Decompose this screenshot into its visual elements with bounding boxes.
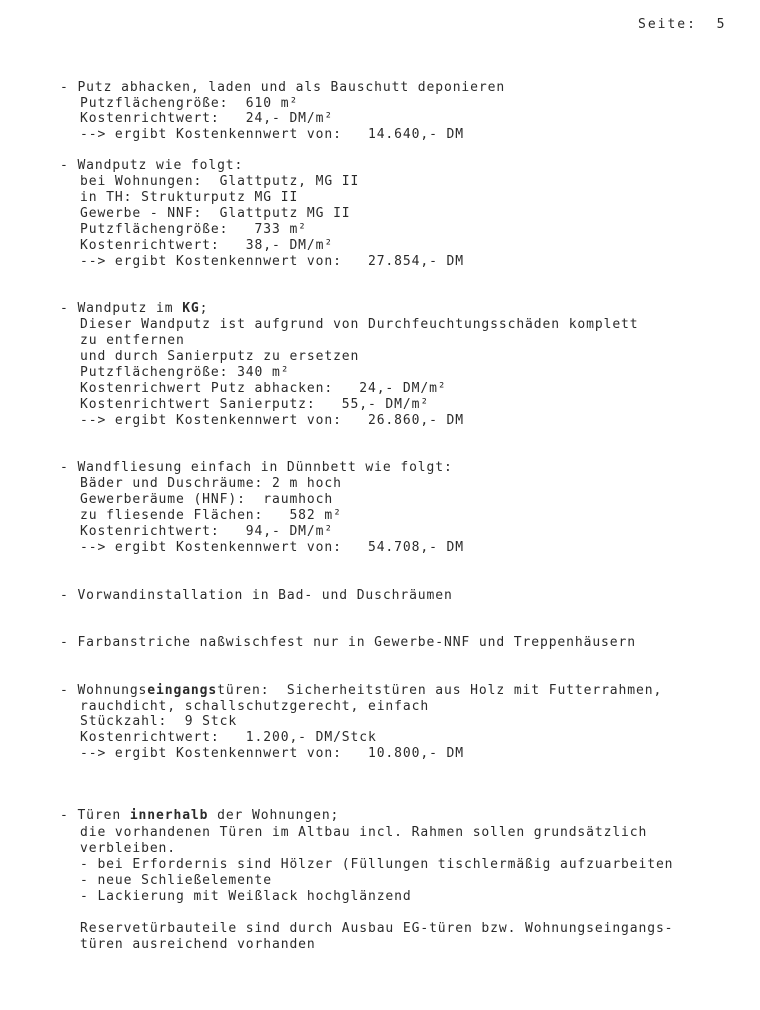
section-3-result: --> ergibt Kostenkennwert von: 26.860,- DM — [80, 413, 464, 428]
section-4-line: Kostenrichtwert: 94,- DM/m² — [80, 524, 334, 539]
section-4-line: Bäder und Duschräume: 2 m hoch — [80, 476, 342, 491]
section-3-line: Putzflächengröße: 340 m² — [80, 365, 290, 380]
section-7-result: --> ergibt Kostenkennwert von: 10.800,- DM — [80, 746, 464, 761]
section-2-line: Gewerbe - NNF: Glattputz MG II — [80, 206, 351, 221]
section-1-result: --> ergibt Kostenkennwert von: 14.640,- DM — [80, 127, 464, 142]
section-6-heading: - Farbanstriche naßwischfest nur in Gewerbe-NNF und Treppenhäusern — [60, 635, 636, 650]
section-5-heading: - Vorwandinstallation in Bad- und Duschräumen — [60, 588, 453, 603]
page-number: Seite: 5 — [638, 17, 727, 32]
section-8-line: die vorhandenen Türen im Altbau incl. Rahmen sollen grundsätzlich — [80, 825, 648, 840]
section-2-line: bei Wohnungen: Glattputz, MG II — [80, 174, 360, 189]
section-8-line: verbleiben. — [80, 841, 176, 856]
section-8-line: Reservetürbauteile sind durch Ausbau EG-türen bzw. Wohnungseingangs- — [80, 921, 674, 936]
section-8-bullet: - bei Erfordernis sind Hölzer (Füllungen tischlermäßig aufzuarbeiten — [80, 857, 674, 872]
section-3-line: und durch Sanierputz zu ersetzen — [80, 349, 360, 364]
section-2-line: in TH: Strukturputz MG II — [80, 190, 299, 205]
section-7-line: rauchdicht, schallschutzgerecht, einfach — [80, 699, 430, 714]
section-2-line: Putzflächengröße: 733 m² — [80, 222, 307, 237]
section-7-line: Kostenrichtwert: 1.200,- DM/Stck — [80, 730, 377, 745]
section-4-result: --> ergibt Kostenkennwert von: 54.708,- DM — [80, 540, 464, 555]
section-2-heading: - Wandputz wie folgt: — [60, 158, 244, 173]
section-3-heading: - Wandputz im KG; — [60, 301, 209, 316]
section-1-line: Putzflächengröße: 610 m² — [80, 96, 299, 111]
section-8-heading: - Türen innerhalb der Wohnungen; — [60, 808, 340, 823]
section-3-line: Kostenrichwert Putz abhacken: 24,- DM/m² — [80, 381, 447, 396]
section-3-line: Dieser Wandputz ist aufgrund von Durchfeuchtungsschäden komplett — [80, 317, 639, 332]
section-7-heading: - Wohnungseingangstüren: Sicherheitstüren aus Holz mit Futterrahmen, — [60, 683, 663, 698]
section-4-heading: - Wandfliesung einfach in Dünnbett wie folgt: — [60, 460, 453, 475]
section-8-bullet: - neue Schließelemente — [80, 873, 272, 888]
section-3-line: Kostenrichtwert Sanierputz: 55,- DM/m² — [80, 397, 430, 412]
section-8-line: türen ausreichend vorhanden — [80, 937, 316, 952]
section-1-line: Kostenrichtwert: 24,- DM/m² — [80, 111, 334, 126]
section-4-line: zu fliesende Flächen: 582 m² — [80, 508, 342, 523]
section-2-line: Kostenrichtwert: 38,- DM/m² — [80, 238, 334, 253]
section-1-heading: - Putz abhacken, laden und als Bauschutt deponieren — [60, 80, 506, 95]
section-4-line: Gewerberäume (HNF): raumhoch — [80, 492, 334, 507]
section-7-line: Stückzahl: 9 Stck — [80, 714, 238, 729]
section-3-line: zu entfernen — [80, 333, 185, 348]
section-8-bullet: - Lackierung mit Weißlack hochglänzend — [80, 889, 412, 904]
section-2-result: --> ergibt Kostenkennwert von: 27.854,- DM — [80, 254, 464, 269]
